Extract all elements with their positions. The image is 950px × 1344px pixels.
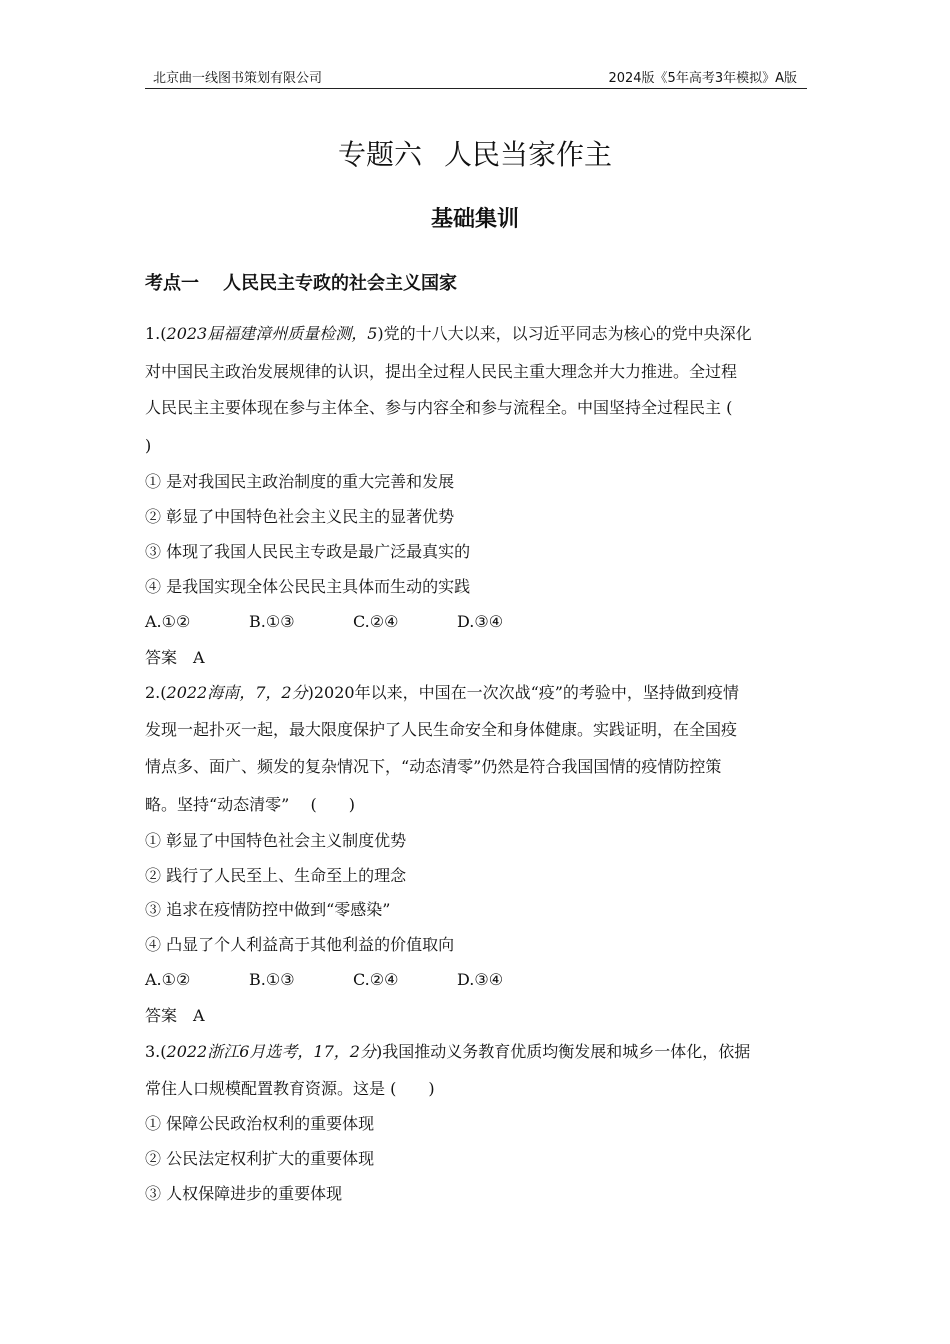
question-2-statement: ④ 凸显了个人利益高于其他利益的价值取向 [145,935,455,954]
question-source: 2023届福建漳州质量检测，5 [166,324,378,343]
page-header [145,64,807,89]
question-1-stem-line: 1.(2023届福建漳州质量检测，5)党的十八大以来，以习近平同志为核心的党中央深化 [145,324,752,343]
option-d: D.③④ [457,970,504,989]
question-1-options [145,612,561,632]
section-label: 考点一 [145,273,199,294]
question-2-stem-line: 略。坚持“动态清零” ( ) [145,795,355,814]
question-3-stem-line: 常住人口规模配置教育资源。这是 ( ) [145,1079,435,1098]
section-name: 人民民主专政的社会主义国家 [223,273,457,294]
question-source: 2022海南，7，2分 [166,683,308,702]
option-a: A.①② [145,612,191,631]
question-source: 2022浙江6月选考，17，2分 [166,1042,376,1061]
publisher-name: 北京曲一线图书策划有限公司 [153,71,323,86]
section-heading [145,269,457,295]
question-3-statement: ① 保障公民政治权利的重要体现 [145,1114,375,1133]
question-2-answer: 答案 A [145,1006,205,1025]
question-1-statement: ① 是对我国民主政治制度的重大完善和发展 [145,472,455,491]
question-2-stem-line: 情点多、面广、频发的复杂情况下，“动态清零”仍然是符合我国国情的疫情防控策 [145,757,722,776]
topic-name: 人民当家作主 [444,138,613,171]
option-d: D.③④ [457,612,504,631]
question-3-stem-line: 3.(2022浙江6月选考，17，2分)我国推动义务教育优质均衡发展和城乡一体化，依据 [145,1042,751,1061]
question-3-statement: ② 公民法定权利扩大的重要体现 [145,1149,375,1168]
question-1-statement: ③ 体现了我国人民民主专政是最广泛最真实的 [145,542,471,561]
option-b: B.①③ [249,970,295,989]
option-a: A.①② [145,970,191,989]
question-2-statement: ① 彰显了中国特色社会主义制度优势 [145,831,407,850]
page-title [0,133,950,173]
option-c: C.②④ [353,612,399,631]
question-3-statement: ③ 人权保障进步的重要体现 [145,1184,343,1203]
question-1-stem-line: 人民民主主要体现在参与主体全、参与内容全和参与流程全。中国坚持全过程民主 ( [145,398,733,417]
page-subtitle: 基础集训 [430,207,519,232]
question-1-answer: 答案 A [145,648,205,667]
question-1-stem-line: 对中国民主政治发展规律的认识，提出全过程人民民主重大理念并大力推进。全过程 [145,362,738,381]
option-b: B.①③ [249,612,295,631]
question-2-stem-line: 2.(2022海南，7，2分)2020年以来，中国在一次次战“疫”的考验中，坚持做到疫情 [145,683,739,702]
question-1-stem-line: ) [145,436,152,455]
question-2-statement: ② 践行了人民至上、生命至上的理念 [145,866,407,885]
question-1-statement: ② 彰显了中国特色社会主义民主的显著优势 [145,507,455,526]
edition-label: 2024版《5年高考3年模拟》A版 [608,71,797,86]
question-2-stem-line: 发现一起扑灭一起，最大限度保护了人民生命安全和身体健康。实践证明，在全国疫 [145,720,738,739]
option-c: C.②④ [353,970,399,989]
question-1-statement: ④ 是我国实现全体公民民主具体而生动的实践 [145,577,471,596]
question-2-statement: ③ 追求在疫情防控中做到“零感染” [145,900,391,919]
topic-number: 专题六 [337,138,422,171]
question-2-options [145,970,561,990]
